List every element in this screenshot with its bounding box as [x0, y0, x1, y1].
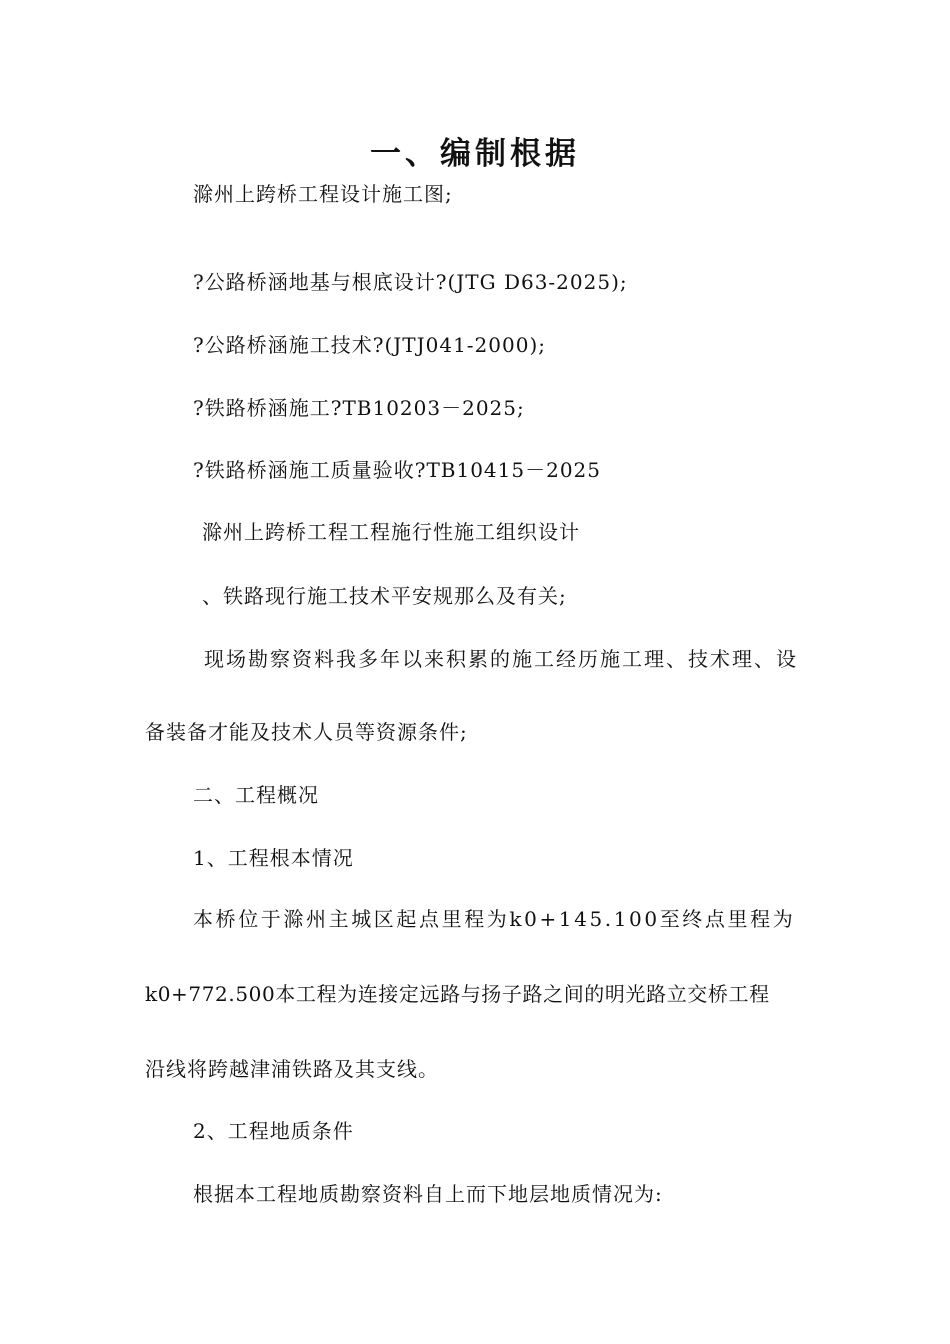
basis-item: 、铁路现行施工技术平安规那么及有关; — [202, 584, 567, 608]
basis-item: 滁州上跨桥工程工程施行性施工组织设计 — [202, 520, 580, 544]
basis-item: 现场勘察资料我多年以来积累的施工经历施工理、技术理、设 — [204, 647, 798, 671]
subsection-title: 1、工程根本情况 — [193, 846, 354, 870]
basis-item: ?公路桥涵地基与根底设计?(JTG D63-2025); — [193, 270, 628, 294]
basis-item: ?公路桥涵施工技术?(JTJ041-2000); — [193, 333, 546, 357]
paragraph-line: k0+772.500本工程为连接定远路与扬子路之间的明光路立交桥工程 — [145, 982, 770, 1006]
subsection-title: 2、工程地质条件 — [193, 1119, 354, 1143]
basis-item: 滁州上跨桥工程设计施工图; — [193, 182, 453, 206]
paragraph-line: 根据本工程地质勘察资料自上而下地层地质情况为: — [193, 1182, 663, 1206]
paragraph-line: 本桥位于滁州主城区起点里程为k0+145.100至终点里程为 — [193, 907, 796, 931]
basis-item: ?铁路桥涵施工质量验收?TB10415－2025 — [193, 458, 602, 482]
page-title: 一、编制根据 — [370, 136, 580, 172]
basis-item: 备装备才能及技术人员等资源条件; — [145, 720, 468, 744]
paragraph-line: 沿线将跨越津浦铁路及其支线。 — [145, 1057, 439, 1081]
section-title: 二、工程概况 — [193, 783, 319, 807]
basis-item: ?铁路桥涵施工?TB10203－2025; — [193, 396, 525, 420]
